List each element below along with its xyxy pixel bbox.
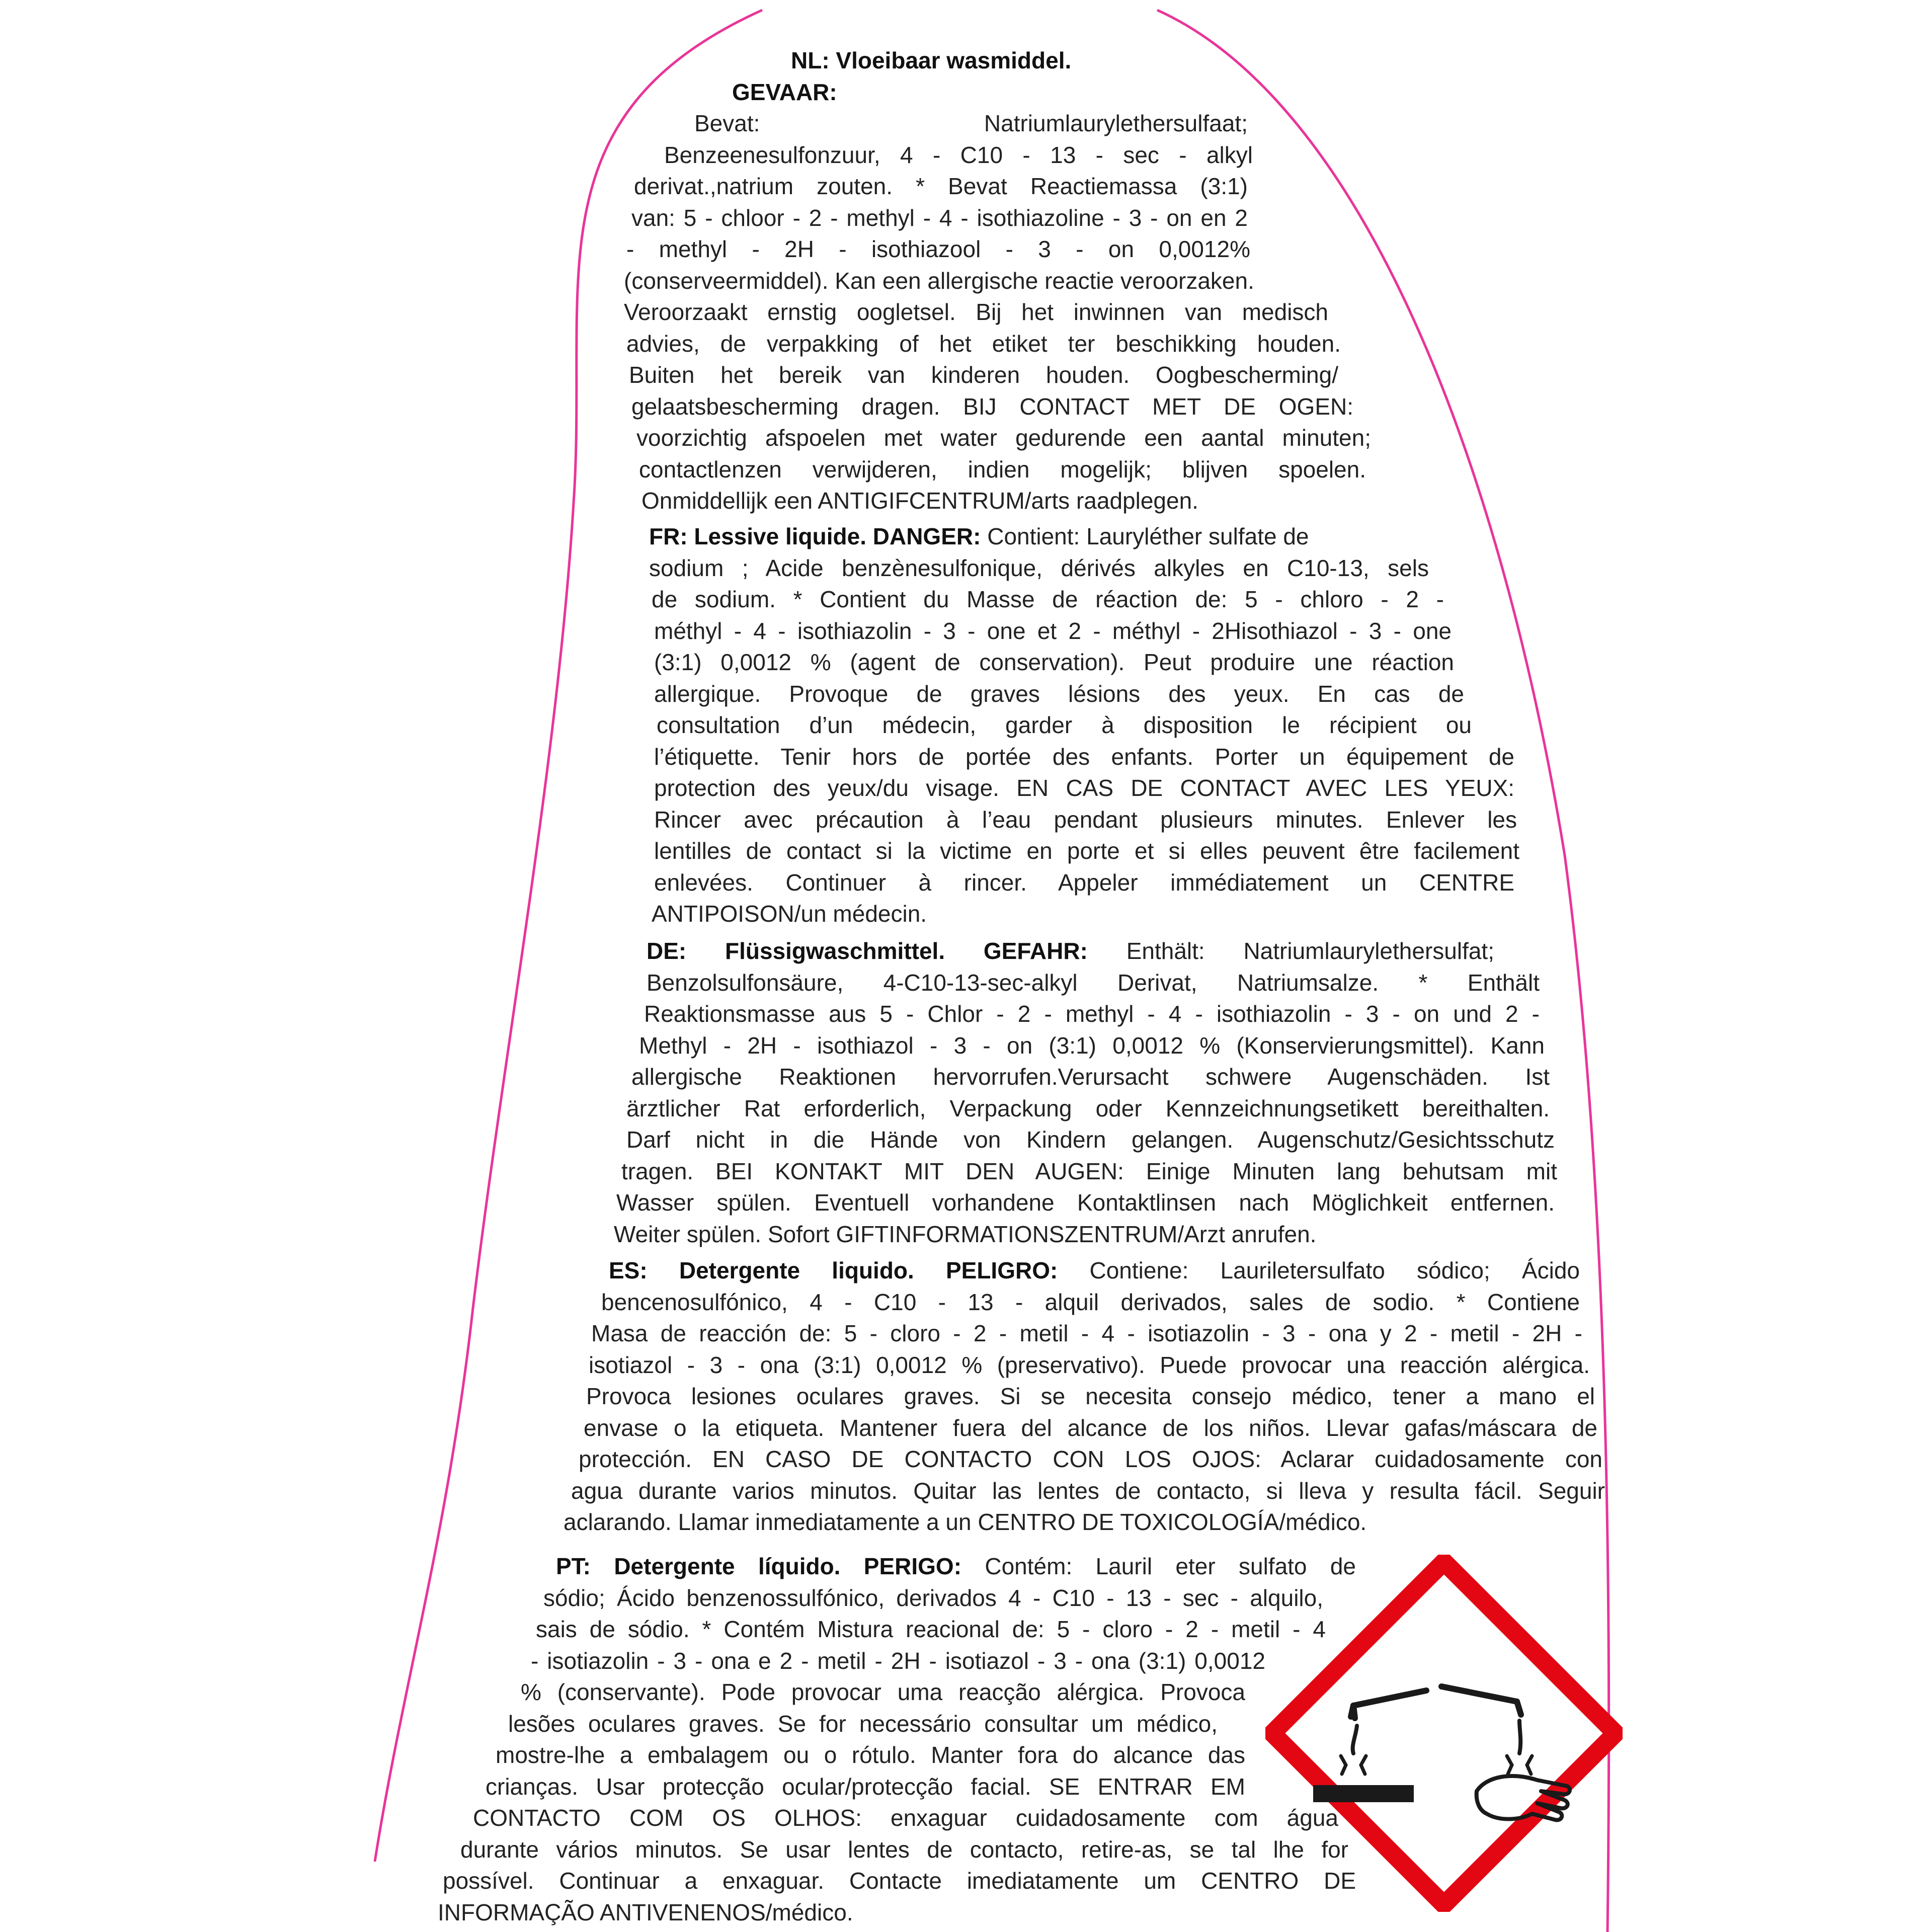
label-line-text: de sodium. * Contient du Masse de réaction de: 5 - chloro - 2 - (652, 586, 1444, 612)
label-line-pt-3 (536, 1614, 1326, 1644)
label-line-text: ärztlicher Rat erforderlich, Verpackung oder Kennzeichnungsetikett bereithalten. (626, 1095, 1550, 1121)
corrosion-hazard-icon (1265, 1555, 1623, 1912)
section-heading-pt: PT: Detergente líquido. PERIGO: (556, 1553, 962, 1579)
label-line-fr-9 (654, 773, 1514, 803)
section-heading-nl: GEVAAR: (732, 78, 837, 105)
label-line-fr-3 (652, 584, 1444, 614)
label-line-es-3 (591, 1318, 1582, 1348)
label-line-nl-2 (732, 77, 855, 107)
label-line-text: Veroorzaakt ernstig oogletsel. Bij het inwinnen van medisch (624, 299, 1328, 325)
label-line-text: (conserveermiddel). Kan een allergische reactie veroorzaken. (624, 267, 1254, 294)
label-line-text: isotiazol - 3 - ona (3:1) 0,0012 % (preservativo). Puede provocar una reacción alérgica. (589, 1351, 1590, 1378)
label-line-text: Onmiddellijk een ANTIGIFCENTRUM/arts raadplegen. (641, 488, 1198, 514)
label-line-text: CONTACTO COM OS OLHOS: enxaguar cuidadosamente com água (473, 1805, 1338, 1831)
label-line-fr-11 (654, 836, 1519, 866)
label-line-text: tragen. BEI KONTAKT MIT DEN AUGEN: Einige Minuten lang behutsam mit (621, 1158, 1557, 1184)
label-line-text: (3:1) 0,0012 % (agent de conservation). Peut produire une réaction (654, 649, 1454, 675)
label-line-text: voorzichtig afspoelen met water gedurende een aantal minuten; (636, 425, 1371, 451)
label-line-nl-9 (624, 297, 1328, 327)
section-heading-de: DE: Flüssigwaschmittel. GEFAHR: (647, 938, 1088, 964)
label-line-es-7 (579, 1444, 1602, 1474)
label-line-text: sódio; Ácido benzenossulfónico, derivados 4 - C10 - 13 - sec - alquilo, (543, 1584, 1323, 1611)
label-line-text: sodium ; Acide benzènesulfonique, dérivés alkyles en C10-13, sels (649, 554, 1429, 581)
label-line-fr-8 (654, 742, 1514, 772)
label-line-de-5 (631, 1062, 1550, 1092)
label-line-text: sais de sódio. * Contém Mistura reacional de: 5 - cloro - 2 - metil - 4 (536, 1616, 1326, 1642)
label-line-fr-13 (652, 899, 1016, 929)
label-line-text: Contiene: Lauriletersulfato sódico; Ácido (1058, 1257, 1580, 1283)
label-line-es-5 (586, 1381, 1595, 1411)
label-line-text: contactlenzen verwijderen, indien mogelijk; blijven spoelen. (639, 456, 1366, 482)
label-line-pt-10 (460, 1834, 1348, 1865)
label-line-de-3 (644, 999, 1540, 1029)
label-line-text: bencenosulfónico, 4 - C10 - 13 - alquil derivados, sales de sodio. * Contiene (601, 1289, 1580, 1315)
label-line-text: durante vários minutos. Se usar lentes de contacto, retire-as, se tal lhe for (460, 1836, 1348, 1863)
label-line-es-1 (609, 1255, 1580, 1285)
label-line-de-10 (614, 1219, 1374, 1249)
label-line-pt-4 (531, 1646, 1265, 1676)
label-line-text: consultation d’un médecin, garder à disposition le récipient ou (657, 712, 1472, 738)
label-line-es-6 (584, 1413, 1597, 1443)
label-line-de-9 (616, 1187, 1555, 1218)
label-line-text: - isotiazolin - 3 - ona e 2 - metil - 2H - isotiazol - 3 - ona (3:1) 0,0012 (531, 1647, 1265, 1674)
label-line-text: gelaatsbescherming dragen. BIJ CONTACT MET DE OGEN: (631, 393, 1353, 420)
label-line-nl-7 (626, 234, 1250, 264)
corroded-surface (1313, 1785, 1414, 1802)
label-line-fr-2 (649, 553, 1429, 583)
label-line-pt-1 (556, 1551, 1356, 1581)
label-line-text: Provoca lesiones oculares graves. Si se necesita consejo médico, tener a mano el (586, 1383, 1595, 1409)
label-line-text: méthyl - 4 - isothiazolin - 3 - one et 2 - méthyl - 2Hisothiazol - 3 - one (654, 617, 1452, 644)
label-line-de-8 (621, 1156, 1557, 1186)
label-line-text: Enthält: Natriumlaurylethersulfat; (1087, 938, 1494, 964)
label-line-fr-12 (654, 867, 1514, 898)
label-line-pt-12 (438, 1897, 1162, 1927)
label-line-nl-11 (629, 360, 1338, 390)
label-line-text: Benzolsulfonsäure, 4-C10-13-sec-alkyl Derivat, Natriumsalze. * Enthält (647, 969, 1540, 996)
label-line-es-2 (601, 1287, 1580, 1317)
label-line-text: protección. EN CASO DE CONTACTO CON LOS OJOS: Aclarar cuidadosamente con (579, 1446, 1602, 1472)
label-line-nl-10 (626, 329, 1341, 359)
label-line-text: Wasser spülen. Eventuell vorhandene Kontaktlinsen nach Möglichkeit entfernen. (616, 1189, 1555, 1216)
hazard-diamond (1272, 1562, 1616, 1905)
label-line-text: Buiten het bereik van kinderen houden. Oogbescherming/ (629, 362, 1338, 388)
section-heading-fr: FR: Lessive liquide. DANGER: (649, 523, 981, 549)
label-line-text: protection des yeux/du visage. EN CAS DE CONTACT AVEC LES YEUX: (654, 775, 1514, 801)
label-line-text: possível. Continuar a enxaguar. Contacte imediatamente um CENTRO DE (443, 1868, 1356, 1894)
label-line-pt-6 (508, 1709, 1218, 1739)
label-line-text: agua durante varios minutos. Quitar las lentes de contacto, si lleva y resulta fácil. Seguir (571, 1477, 1605, 1504)
label-line-text: allergique. Provoque de graves lésions des yeux. En cas de (654, 680, 1464, 707)
label-line-text: crianças. Usar protecção ocular/protecção facial. SE ENTRAR EM (486, 1773, 1245, 1800)
label-line-de-7 (626, 1124, 1555, 1155)
label-line-pt-5 (521, 1677, 1245, 1707)
label-line-nl-13 (636, 423, 1371, 453)
label-line-text: Benzeenesulfonzuur, 4 - C10 - 13 - sec - alkyl (664, 141, 1253, 168)
label-line-text: Masa de reacción de: 5 - cloro - 2 - metil - 4 - isotiazolin - 3 - ona y 2 - metil - 2H - (591, 1320, 1582, 1346)
label-line-text: Weiter spülen. Sofort GIFTINFORMATIONSZENTRUM/Arzt anrufen. (614, 1221, 1317, 1247)
label-line-pt-8 (486, 1772, 1245, 1802)
label-line-nl-4 (664, 140, 1253, 170)
label-line-fr-5 (654, 647, 1454, 677)
label-line-fr-4 (654, 616, 1452, 646)
label-line-de-1 (647, 936, 1494, 966)
label-line-es-8 (571, 1476, 1605, 1506)
label-line-nl-1 (791, 45, 1137, 75)
label-line-text: % (conservante). Pode provocar uma reacção alérgica. Provoca (521, 1679, 1245, 1705)
label-line-text: Reaktionsmasse aus 5 - Chlor - 2 - methyl - 4 - isothiazolin - 3 - on und 2 - (644, 1001, 1540, 1027)
label-line-text: envase o la etiqueta. Mantener fuera del alcance de los niños. Llevar gafas/máscara de (584, 1414, 1597, 1441)
label-line-text: aclarando. Llamar inmediatamente a un CENTRO DE TOXICOLOGÍA/médico. (564, 1509, 1367, 1535)
label-line-de-2 (647, 968, 1540, 998)
label-line-text: van: 5 - chloor - 2 - methyl - 4 - isothiazoline - 3 - on en 2 (631, 204, 1248, 231)
label-line-fr-7 (657, 710, 1472, 740)
label-line-text: - methyl - 2H - isothiazool - 3 - on 0,0012% (626, 236, 1250, 262)
label-line-fr-10 (654, 804, 1517, 835)
label-line-nl-8 (624, 266, 1316, 296)
label-line-text: Contém: Lauril eter sulfato de (961, 1553, 1356, 1579)
label-line-text: advies, de verpakking of het etiket ter beschikking houden. (626, 330, 1341, 357)
label-line-text: derivat.,natrium zouten. * Bevat Reactiemassa (3:1) (634, 173, 1248, 199)
label-line-es-9 (564, 1507, 1555, 1537)
label-line-text: Darf nicht in die Hände von Kindern gelangen. Augenschutz/Gesichtsschutz (626, 1126, 1555, 1153)
label-line-pt-11 (443, 1866, 1356, 1896)
label-line-es-4 (589, 1350, 1590, 1380)
label-line-nl-14 (639, 454, 1366, 485)
label-line-text: lentilles de contact si la victime en porte et si elles peuvent être facilement (654, 838, 1519, 864)
label-line-nl-5 (634, 171, 1248, 201)
label-line-nl-15 (641, 486, 1270, 516)
label-line-text: enlevées. Continuer à rincer. Appeler immédiatement un CENTRE (654, 869, 1514, 896)
label-line-text: Methyl - 2H - isothiazol - 3 - on (3:1) 0,0012 % (Konservierungsmittel). Kann (639, 1032, 1545, 1059)
label-line-fr-6 (654, 679, 1464, 709)
label-line-text: INFORMAÇÃO ANTIVENENOS/médico. (438, 1899, 853, 1925)
label-line-pt-2 (543, 1583, 1323, 1613)
label-line-nl-12 (631, 391, 1353, 422)
label-line-text: Contient: Lauryléther sulfate de (981, 523, 1309, 549)
label-line-pt-9 (473, 1803, 1338, 1833)
label-line-de-4 (639, 1030, 1545, 1061)
label-line-text: ANTIPOISON/un médecin. (652, 901, 927, 927)
label-line-text: allergische Reaktionen hervorrufen.Verursacht schwere Augenschäden. Ist (631, 1064, 1550, 1090)
section-heading-es: ES: Detergente liquido. PELIGRO: (609, 1257, 1058, 1283)
label-line-fr-1 (649, 521, 1424, 551)
section-heading-nl: NL: Vloeibaar wasmiddel. (791, 47, 1072, 73)
label-line-text: Bevat: Natriumlaurylethersulfaat; (694, 110, 1248, 136)
label-line-text: Rincer avec précaution à l’eau pendant plusieurs minutes. Enlever les (654, 806, 1517, 833)
label-line-text: lesões oculares graves. Se for necessário consultar um médico, (508, 1710, 1218, 1737)
label-line-de-6 (626, 1093, 1550, 1123)
label-line-pt-7 (496, 1740, 1245, 1770)
label-line-nl-6 (631, 203, 1248, 233)
label-line-text: mostre-lhe a embalagem ou o rótulo. Manter fora do alcance das (496, 1742, 1245, 1768)
label-line-text: l’étiquette. Tenir hors de portée des enfants. Porter un équipement de (654, 743, 1514, 770)
label-line-nl-3 (694, 108, 1248, 138)
